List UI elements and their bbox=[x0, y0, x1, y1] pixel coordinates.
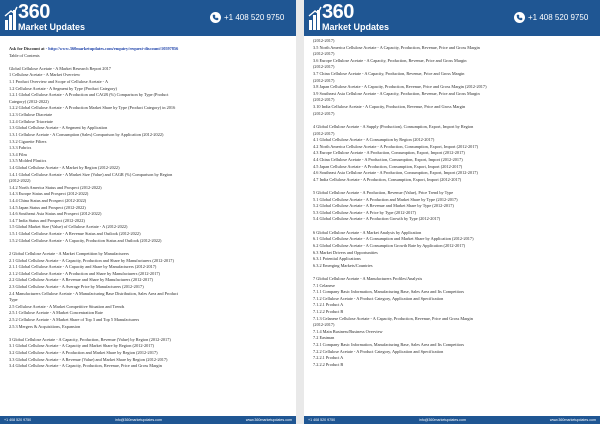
toc-line: 2.1.2 Global Cellulose Acetate - A Production and Share by Manufacturers (2012-2017) bbox=[9, 270, 160, 276]
toc-line: 2.4 Manufacturers Cellulose Acetate - A Manufacturing Base Distribution, Sales Area and Product bbox=[9, 290, 178, 296]
toc-line: (2012-2017) bbox=[313, 51, 335, 57]
toc-line: 1.3.4 Film bbox=[9, 151, 27, 157]
toc-line: 6 Global Cellulose Acetate - A Market Analysis by Application bbox=[313, 229, 422, 235]
document-page-left bbox=[0, 0, 296, 424]
footer-website[interactable]: www.360marketupdates.com bbox=[549, 418, 596, 422]
brand-logo[interactable] bbox=[308, 1, 390, 34]
toc-line: 2.1 Global Cellulose Acetate - A Capacity, Production and Share by Manufacturers (2012-2017) bbox=[9, 257, 174, 263]
toc-line: 1.5.2 Global Cellulose Acetate - A Capacity, Production Status and Outlook (2012-2022) bbox=[9, 237, 162, 243]
toc-line: 2.2 Global Cellulose Acetate - A Revenue and Share by Manufacturers (2012-2017) bbox=[9, 277, 153, 283]
header-phone[interactable] bbox=[514, 10, 588, 24]
page-header bbox=[0, 0, 296, 36]
toc-line: 2.5.1 Cellulose Acetate - A Market Concentration Rate bbox=[9, 310, 103, 316]
toc-line: 7.1.1 Company Basic Information, Manufacturing Base, Sales Area and Its Competitors bbox=[313, 289, 465, 295]
toc-line: 4.6 Southeast Asia Cellulose Acetate - A Production, Consumption, Export, Import (2012-2017) bbox=[313, 170, 478, 176]
toc-line: (2012-2017) bbox=[313, 110, 335, 116]
toc-lines-left bbox=[9, 53, 291, 370]
toc-line: 3.2 Global Cellulose Acetate - A Production and Market Share by Region (2012-2017) bbox=[9, 350, 158, 356]
toc-line: 7.2.2.2 Product B bbox=[313, 361, 344, 367]
toc-line: 2.5 Cellulose Acetate - A Market Competitive Situation and Trends bbox=[9, 303, 125, 309]
toc-line: (2012-2017) bbox=[313, 38, 335, 43]
toc-line: 6.1 Global Cellulose Acetate - A Consumption and Market Share by Application (2012-2017) bbox=[313, 236, 474, 242]
toc-line: 1.3.2 Cigarette Filters bbox=[9, 138, 47, 144]
toc-line: (2012-2017) bbox=[313, 77, 335, 83]
toc-line: 1.4.7 India Status and Prospect (2012-2022) bbox=[9, 217, 85, 223]
toc-line: 1.4.2 North America Status and Prospect (2012-2022) bbox=[9, 184, 102, 190]
toc-line: 2.5.3 Mergers & Acquisitions, Expansion bbox=[9, 323, 81, 329]
toc-line: 1.2.3 Cellulose Diacetate bbox=[9, 112, 53, 118]
page-footer bbox=[0, 416, 296, 424]
phone-number: +1 408 520 9750 bbox=[528, 12, 589, 22]
toc-line: 6.3.2 Emerging Markets/Countries bbox=[313, 262, 373, 268]
toc-line: 1.2.4 Cellulose Triacetate bbox=[9, 118, 53, 124]
logo-text: Market Updates bbox=[18, 22, 86, 32]
toc-line: Type bbox=[9, 297, 18, 303]
toc-line: 7.2.2.1 Product A bbox=[313, 355, 344, 361]
toc-line: 7 Global Cellulose Acetate - A Manufacturers Profiles/Analysis bbox=[313, 275, 423, 281]
page-header bbox=[304, 0, 600, 36]
toc-line: 1.4.1 Global Cellulose Acetate - A Market Size (Value) and CAGR (%) Comparison by Region bbox=[9, 171, 173, 177]
toc-line bbox=[313, 117, 595, 124]
toc-line: 7.1 Celanese bbox=[313, 282, 335, 288]
footer-email[interactable]: info@360marketupdates.com bbox=[114, 418, 162, 422]
toc-line: 3.10 India Cellulose Acetate - A Capacity, Production, Revenue, Price and Gross Margin bbox=[313, 104, 466, 110]
toc-line: (2012-2017) bbox=[313, 97, 335, 103]
toc-line: 5.3 Global Cellulose Acetate - A Price by Type (2012-2017) bbox=[313, 209, 416, 215]
phone-icon bbox=[514, 12, 525, 23]
toc-line: 4.5 Japan Cellulose Acetate - A Production, Consumption, Export, Import (2012-2017) bbox=[313, 163, 463, 169]
toc-line: 5.1 Global Cellulose Acetate - A Production and Market Share by Type (2012-2017) bbox=[313, 196, 458, 202]
toc-line: 1.5.1 Global Cellulose Acetate - A Revenue Status and Outlook (2012-2022) bbox=[9, 231, 141, 237]
footer-website[interactable]: www.360marketupdates.com bbox=[245, 418, 292, 422]
toc-line: 4.4 China Cellulose Acetate - A Production, Consumption, Export, Import (2012-2017) bbox=[313, 156, 463, 162]
toc-line: 1.4.3 Europe Status and Prospect (2012-2022) bbox=[9, 191, 89, 197]
toc-line: 1.4.5 Japan Status and Prospect (2012-2022) bbox=[9, 204, 86, 210]
toc-line bbox=[313, 223, 595, 230]
toc-line: 3 Global Cellulose Acetate - A Capacity, Production, Revenue (Value) by Region (2012-2017) bbox=[9, 336, 171, 342]
toc-body-left bbox=[9, 46, 291, 370]
toc-line bbox=[313, 183, 595, 190]
toc-line: (2012-2017) bbox=[313, 64, 335, 70]
toc-line: 7.1.2 Cellulose Acetate - A Product Category, Application and Specification bbox=[313, 295, 444, 301]
toc-line: 7.2.2 Cellulose Acetate - A Product Category, Application and Specification bbox=[313, 348, 444, 354]
toc-line: 4.2 North America Cellulose Acetate - A Production, Consumption, Export, Import (2012-2017) bbox=[313, 143, 479, 149]
logo-number: 360 bbox=[18, 1, 50, 23]
toc-line: Table of Contents bbox=[9, 52, 40, 58]
toc-line: 6.2 Global Cellulose Acetate - A Consumption Growth Rate by Application (2012-2017) bbox=[313, 242, 466, 248]
toc-line: 5 Global Cellulose Acetate - A Production, Revenue (Value), Price Trend by Type bbox=[313, 190, 454, 196]
toc-line: 2.1.1 Global Cellulose Acetate - A Capacity and Share by Manufacturers (2012-2017) bbox=[9, 264, 157, 270]
toc-line: 1.3.5 Molded Plastics bbox=[9, 158, 47, 164]
toc-line: Global Cellulose Acetate - A Market Research Report 2017 bbox=[9, 65, 111, 71]
toc-line: 1.5 Global Market Size (Value) of Cellulose Acetate - A (2012-2022) bbox=[9, 224, 128, 230]
toc-line: 1.3 Global Cellulose Acetate - A Segment by Application bbox=[9, 125, 108, 131]
phone-icon bbox=[210, 12, 221, 23]
toc-line: 2.5.2 Cellulose Acetate - A Market Share of Top 3 and Top 5 Manufacturers bbox=[9, 316, 140, 322]
toc-line: 4.1 Global Cellulose Acetate - A Consumption by Region (2012-2017) bbox=[313, 137, 435, 143]
discount-label: Ask for Discount at bbox=[9, 46, 45, 51]
toc-line: 1.3.1 Cellulose Acetate - A Consumption (Sales) Comparison by Application (2012-2022) bbox=[9, 131, 164, 137]
toc-line: 1.1 Product Overview and Scope of Cellulose Acetate - A bbox=[9, 79, 109, 85]
discount-link[interactable]: - http://www.360marketupdates.com/enquiry/request-discount/10597856 bbox=[44, 46, 179, 51]
toc-line: 4 Global Cellulose Acetate - A Supply (Production), Consumption, Export, Import by Region bbox=[313, 123, 474, 129]
toc-line: 3.5 North America Cellulose Acetate - A Capacity, Production, Revenue, Price and Gross Margin bbox=[313, 44, 480, 50]
toc-line: 7.1.2.1 Product A bbox=[313, 302, 344, 308]
toc-line: 6.3.1 Potential Applications bbox=[313, 256, 361, 262]
toc-line: 1.4.4 China Status and Prospect (2012-2022) bbox=[9, 198, 87, 204]
toc-line: 4.3 Europe Cellulose Acetate - A Production, Consumption, Export, Import (2012-2017) bbox=[313, 150, 465, 156]
toc-line bbox=[9, 244, 291, 251]
toc-line: 2 Global Cellulose Acetate - A Market Competition by Manufacturers bbox=[9, 250, 129, 256]
toc-line: (2012-2017) bbox=[313, 322, 335, 328]
toc-line: 1 Cellulose Acetate - A Market Overview bbox=[9, 72, 81, 78]
footer-phone[interactable]: +1 408 520 9750 bbox=[4, 418, 32, 422]
toc-line: 1.4 Global Cellulose Acetate - A Market by Region (2012-2022) bbox=[9, 164, 120, 170]
discount-line bbox=[9, 46, 291, 53]
toc-line bbox=[313, 269, 595, 276]
footer-phone[interactable]: +1 408 520 9750 bbox=[308, 418, 336, 422]
toc-line: 5.2 Global Cellulose Acetate - A Revenue and Market Share by Type (2012-2017) bbox=[313, 203, 454, 209]
toc-line bbox=[9, 330, 291, 337]
toc-line bbox=[9, 59, 291, 66]
toc-line: 3.9 Southeast Asia Cellulose Acetate - A Capacity, Production, Revenue, Price and Gross Margin bbox=[313, 90, 480, 96]
footer-email[interactable]: info@360marketupdates.com bbox=[418, 418, 466, 422]
toc-line: 7.1.4 Main Business/Business Overview bbox=[313, 328, 383, 334]
toc-line: 3.3 Global Cellulose Acetate - A Revenue (Value) and Market Share by Region (2012-2017) bbox=[9, 356, 168, 362]
brand-logo[interactable] bbox=[4, 1, 86, 34]
document-page-right bbox=[304, 0, 600, 424]
page-footer bbox=[304, 416, 600, 424]
phone-number: +1 408 520 9750 bbox=[224, 12, 285, 22]
toc-line: (2012-2022) bbox=[9, 178, 31, 184]
toc-line: 7.1.2.2 Product B bbox=[313, 308, 344, 314]
toc-line: 2.3 Global Cellulose Acetate - A Average Price by Manufacturers (2012-2017) bbox=[9, 283, 144, 289]
toc-line: 7.2 Eastman bbox=[313, 335, 335, 341]
toc-line: 7.1.3 Celanese Cellulose Acetate - A Capacity, Production, Revenue, Price and Gross Margin bbox=[313, 315, 473, 321]
header-phone[interactable] bbox=[210, 10, 284, 24]
toc-body-right bbox=[313, 38, 595, 368]
toc-line: 3.6 Europe Cellulose Acetate - A Capacity, Production, Revenue, Price and Gross Margin bbox=[313, 57, 467, 63]
logo-text: Market Updates bbox=[322, 22, 390, 32]
toc-line: 1.2.1 Global Cellulose Acetate - A Production and CAGR (%) Comparison by Type (Product bbox=[9, 92, 169, 98]
toc-lines-right bbox=[313, 38, 595, 368]
toc-line: 7.2.1 Company Basic Information, Manufacturing Base, Sales Area and Its Competitors bbox=[313, 342, 465, 348]
toc-line: 6.3 Market Drivers and Opportunities bbox=[313, 249, 378, 255]
toc-line: 1.3.3 Fabrics bbox=[9, 145, 32, 151]
toc-line: 3.4 Global Cellulose Acetate - A Capacity, Production, Revenue, Price and Gross Margin bbox=[9, 363, 162, 369]
toc-line: (2012-2017) bbox=[313, 130, 335, 136]
toc-line: 1.2.2 Global Cellulose Acetate - A Production Market Share by Type (Product Category) in 2016 bbox=[9, 105, 176, 111]
toc-line: Category) (2012-2022) bbox=[9, 98, 49, 104]
toc-line: 3.8 Japan Cellulose Acetate - A Capacity, Production, Revenue, Price and Gross Margin (2012-2017) bbox=[313, 84, 487, 90]
toc-line: 1.4.6 Southeast Asia Status and Prospect (2012-2022) bbox=[9, 211, 102, 217]
toc-line: 3.7 China Cellulose Acetate - A Capacity, Production, Revenue, Price and Gross Margin bbox=[313, 71, 465, 77]
toc-line: 1.2 Cellulose Acetate - A Segment by Type (Product Category) bbox=[9, 85, 117, 91]
toc-line: 5.4 Global Cellulose Acetate - A Production Growth by Type (2012-2017) bbox=[313, 216, 441, 222]
toc-line: 3.1 Global Cellulose Acetate - A Capacity and Market Share by Region (2012-2017) bbox=[9, 343, 154, 349]
toc-line: 4.7 India Cellulose Acetate - A Production, Consumption, Export, Import (2012-2017) bbox=[313, 176, 462, 182]
logo-number: 360 bbox=[322, 1, 354, 23]
